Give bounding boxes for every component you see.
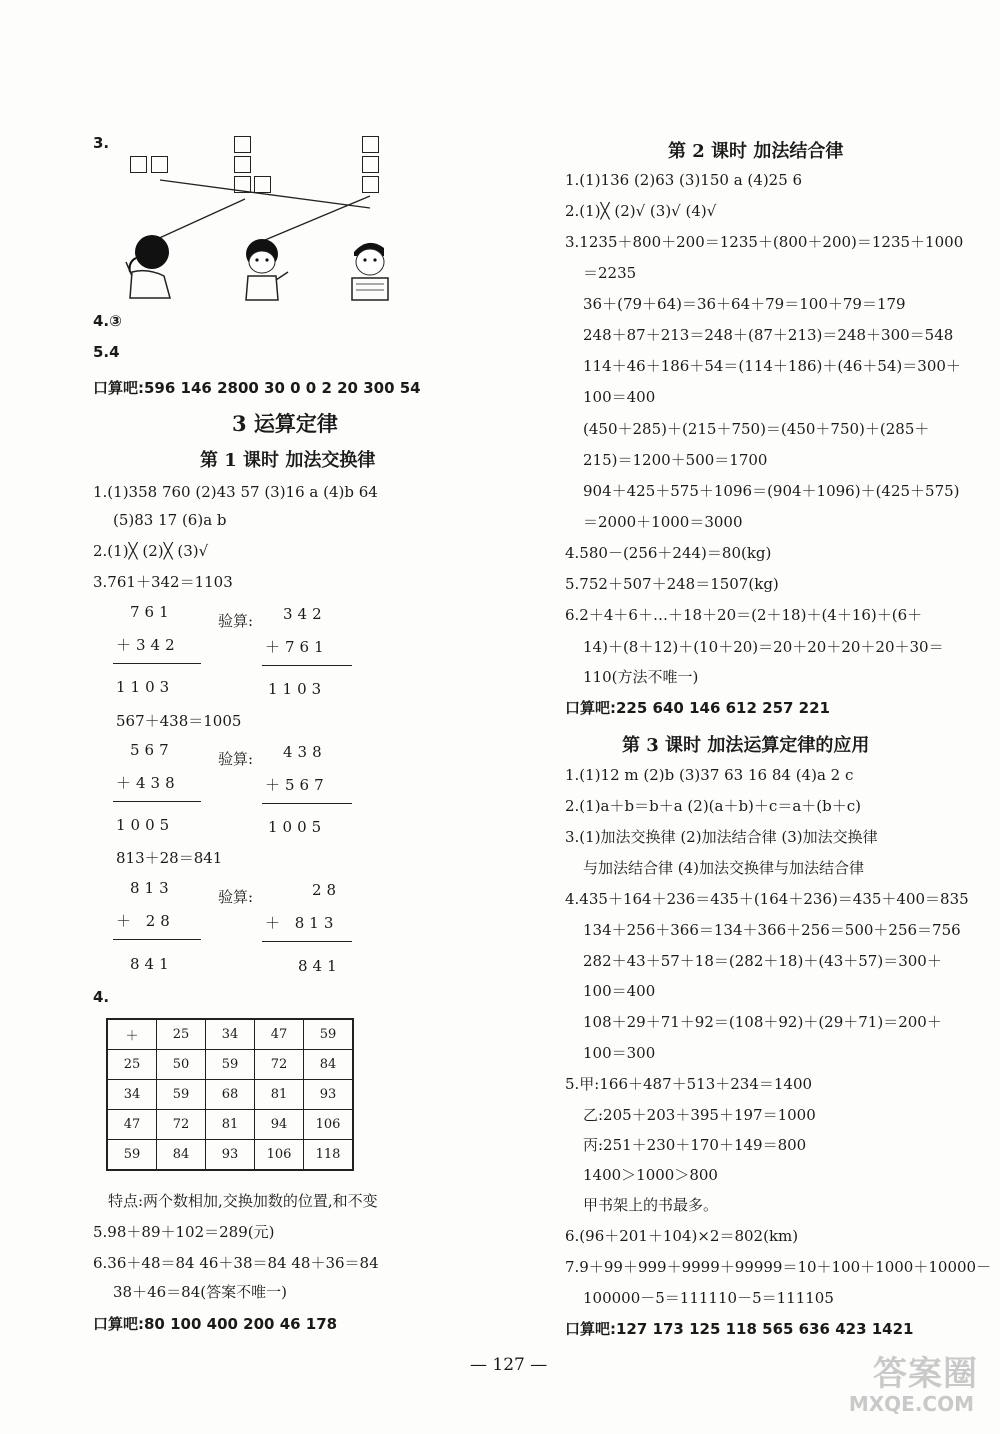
watermark-url: MXQE.COM <box>848 1392 974 1416</box>
s-line-18: 100000－5＝111110－5＝111105 <box>583 1289 834 1307</box>
table-cell: 59 <box>107 1140 157 1171</box>
table-cell: 118 <box>304 1140 354 1171</box>
check-3-mid: ＋ 813 <box>265 914 339 932</box>
lesson-2-title: 第 2 课时 加法结合律 <box>668 141 844 162</box>
l1-q1-line1: 1.(1)358 760 (2)43 57 (3)16 a (4)b 64 <box>93 483 378 501</box>
calc-1-result: 1103 <box>116 678 175 696</box>
table-cell: 106 <box>255 1140 304 1171</box>
l1-q1-line2: (5)83 17 (6)a b <box>113 511 227 529</box>
r-line-6: 248＋87＋213＝248＋(87＋213)＝248＋300＝548 <box>583 326 954 344</box>
l1-q3: 3.761＋342＝1103 <box>93 573 233 591</box>
calc-1-mid: ＋342 <box>116 636 180 654</box>
table-cell: 34 <box>107 1080 157 1110</box>
table-cell: 72 <box>157 1110 206 1140</box>
mental-math-3: 口算吧:225 640 146 612 257 221 <box>565 699 830 717</box>
calc-3-rule <box>113 939 201 940</box>
r-line-2: 2.(1)╳ (2)√ (3)√ (4)√ <box>565 202 717 220</box>
l1-q6-line1: 6.36＋48＝84 46＋38＝84 48＋36＝84 <box>93 1254 379 1272</box>
l1-q6-line2: 38＋46＝84(答案不唯一) <box>113 1283 287 1301</box>
table-row <box>107 1110 353 1140</box>
check-1-top: 342 <box>283 605 327 623</box>
r-line-9: (450＋285)＋(215＋750)＝(450＋750)＋(285＋ <box>583 420 930 438</box>
calc-2-result: 1005 <box>116 816 175 834</box>
calc-3-mid: ＋ 28 <box>116 912 175 930</box>
check-2-mid: ＋567 <box>265 776 329 794</box>
table-cell: 47 <box>255 1019 304 1050</box>
check-2-top: 438 <box>283 743 327 761</box>
table-cell: 50 <box>157 1050 206 1080</box>
check-1-mid: ＋761 <box>265 638 329 656</box>
question-3-label: 3. <box>93 134 110 152</box>
s-line-1: 1.(1)12 m (2)b (3)37 63 16 84 (4)a 2 c <box>565 766 854 784</box>
s-line-11: 5.甲:166＋487＋513＋234＝1400 <box>565 1075 813 1093</box>
check-label-1: 验算: <box>218 612 254 630</box>
s-line-15: 甲书架上的书最多。 <box>583 1196 719 1214</box>
r-line-1: 1.(1)136 (2)63 (3)150 a (4)25 6 <box>565 171 803 189</box>
check-label-3: 验算: <box>218 888 254 906</box>
question-4: 4.③ <box>93 312 122 330</box>
calc-1-rule <box>113 663 201 664</box>
s-line-16: 6.(96＋201＋104)×2＝802(km) <box>565 1227 799 1245</box>
lesson-1-title: 第 1 课时 加法交换律 <box>200 450 376 471</box>
unit-title: 3 运算定律 <box>232 411 338 436</box>
s-line-12: 乙:205＋203＋395＋197＝1000 <box>583 1106 816 1124</box>
l1-q4-label: 4. <box>93 988 110 1006</box>
check-label-2: 验算: <box>218 750 254 768</box>
eq-3: 813＋28＝841 <box>116 849 223 867</box>
check-3-rule <box>262 941 352 942</box>
table-cell: 59 <box>157 1080 206 1110</box>
watermark-logo: 答案圈 <box>873 1354 978 1394</box>
table-row <box>107 1019 353 1050</box>
r-line-5: 36＋(79＋64)＝36＋64＋79＝100＋79＝179 <box>583 295 906 313</box>
table-cell: 25 <box>157 1019 206 1050</box>
r-line-13: 4.580－(256＋244)＝80(kg) <box>565 544 772 562</box>
calc-2-rule <box>113 801 201 802</box>
table-cell: 81 <box>206 1110 255 1140</box>
r-line-12: ＝2000＋1000＝3000 <box>583 513 743 531</box>
table-cell: 47 <box>107 1110 157 1140</box>
addition-table <box>106 1018 354 1171</box>
check-3-top: 28 <box>312 881 342 899</box>
s-line-2: 2.(1)a＋b＝b＋a (2)(a＋b)＋c＝a＋(b＋c) <box>565 797 861 815</box>
r-line-10: 215)＝1200＋500＝1700 <box>583 451 768 469</box>
r-line-3: 3.1235＋800＋200＝1235＋(800＋200)＝1235＋1000 <box>565 233 964 251</box>
r-line-8: 100＝400 <box>583 388 656 406</box>
r-line-16: 14)＋(8＋12)＋(10＋20)＝20＋20＋20＋20＋30＝ <box>583 638 944 656</box>
lesson-3-title: 第 3 课时 加法运算定律的应用 <box>622 735 870 756</box>
s-line-7: 282＋43＋57＋18＝(282＋18)＋(43＋57)＝300＋ <box>583 952 942 970</box>
table-row <box>107 1140 353 1171</box>
eq-2: 567＋438＝1005 <box>116 712 242 730</box>
calc-3-result: 841 <box>130 955 174 973</box>
mental-math-2: 口算吧:80 100 400 200 46 178 <box>93 1315 338 1333</box>
s-line-13: 丙:251＋230＋170＋149＝800 <box>583 1136 807 1154</box>
table-cell: 59 <box>304 1019 354 1050</box>
l1-q2: 2.(1)╳ (2)╳ (3)√ <box>93 542 209 560</box>
table-cell: 34 <box>206 1019 255 1050</box>
r-line-14: 5.752＋507＋248＝1507(kg) <box>565 575 779 593</box>
r-line-11: 904＋425＋575＋1096＝(904＋1096)＋(425＋575) <box>583 482 960 500</box>
r-line-4: ＝2235 <box>583 264 637 282</box>
s-line-6: 134＋256＋366＝134＋366＋256＝500＋256＝756 <box>583 921 961 939</box>
s-line-8: 100＝400 <box>583 982 656 1000</box>
table-cell: 93 <box>206 1140 255 1171</box>
table-cell: 84 <box>157 1140 206 1171</box>
mental-math-4: 口算吧:127 173 125 118 565 636 423 1421 <box>565 1320 914 1338</box>
table-cell: 94 <box>255 1110 304 1140</box>
s-line-9: 108＋29＋71＋92＝(108＋92)＋(29＋71)＝200＋ <box>583 1013 942 1031</box>
table-row <box>107 1050 353 1080</box>
table-cell: 68 <box>206 1080 255 1110</box>
table-cell: 106 <box>304 1110 354 1140</box>
table-row <box>107 1080 353 1110</box>
calc-3-top: 813 <box>130 879 174 897</box>
l1-q5: 5.98＋89＋102＝289(元) <box>93 1223 275 1241</box>
r-line-17: 110(方法不唯一) <box>583 668 699 686</box>
boy-side-icon <box>344 236 400 302</box>
calc-2-mid: ＋438 <box>116 774 180 792</box>
r-line-15: 6.2＋4＋6＋…＋18＋20＝(2＋18)＋(4＋16)＋(6＋ <box>565 606 923 624</box>
s-line-17: 7.9＋99＋999＋9999＋99999＝10＋100＋1000＋10000－ <box>565 1258 992 1276</box>
calc-1-top: 761 <box>130 603 174 621</box>
s-line-3: 3.(1)加法交换律 (2)加法结合律 (3)加法交换律 <box>565 828 878 846</box>
check-2-rule <box>262 803 352 804</box>
table-cell: 84 <box>304 1050 354 1080</box>
check-3-result: 841 <box>298 957 342 975</box>
table-cell: 93 <box>304 1080 354 1110</box>
question-5: 5.4 <box>93 343 120 361</box>
check-1-rule <box>262 665 352 666</box>
mental-math-1: 口算吧:596 146 2800 30 0 0 2 20 300 54 <box>93 379 421 397</box>
s-line-4: 与加法结合律 (4)加法交换律与加法结合律 <box>583 859 865 877</box>
boy-front-icon <box>236 236 292 302</box>
check-1-result: 1103 <box>268 680 327 698</box>
table-cell: 59 <box>206 1050 255 1080</box>
s-line-5: 4.435＋164＋236＝435＋(164＋236)＝435＋400＝835 <box>565 890 969 908</box>
girl-back-icon <box>118 232 178 300</box>
calc-2-top: 567 <box>130 741 174 759</box>
check-2-result: 1005 <box>268 818 327 836</box>
table-cell: 25 <box>107 1050 157 1080</box>
table-cell: 81 <box>255 1080 304 1110</box>
table-feature: 特点:两个数相加,交换加数的位置,和不变 <box>108 1192 378 1210</box>
s-line-10: 100＝300 <box>583 1044 656 1062</box>
table-cell: ＋ <box>107 1019 157 1050</box>
s-line-14: 1400＞1000＞800 <box>583 1166 718 1184</box>
page-number: — 127 — <box>470 1355 548 1375</box>
r-line-7: 114＋46＋186＋54＝(114＋186)＋(46＋54)＝300＋ <box>583 357 961 375</box>
table-cell: 72 <box>255 1050 304 1080</box>
